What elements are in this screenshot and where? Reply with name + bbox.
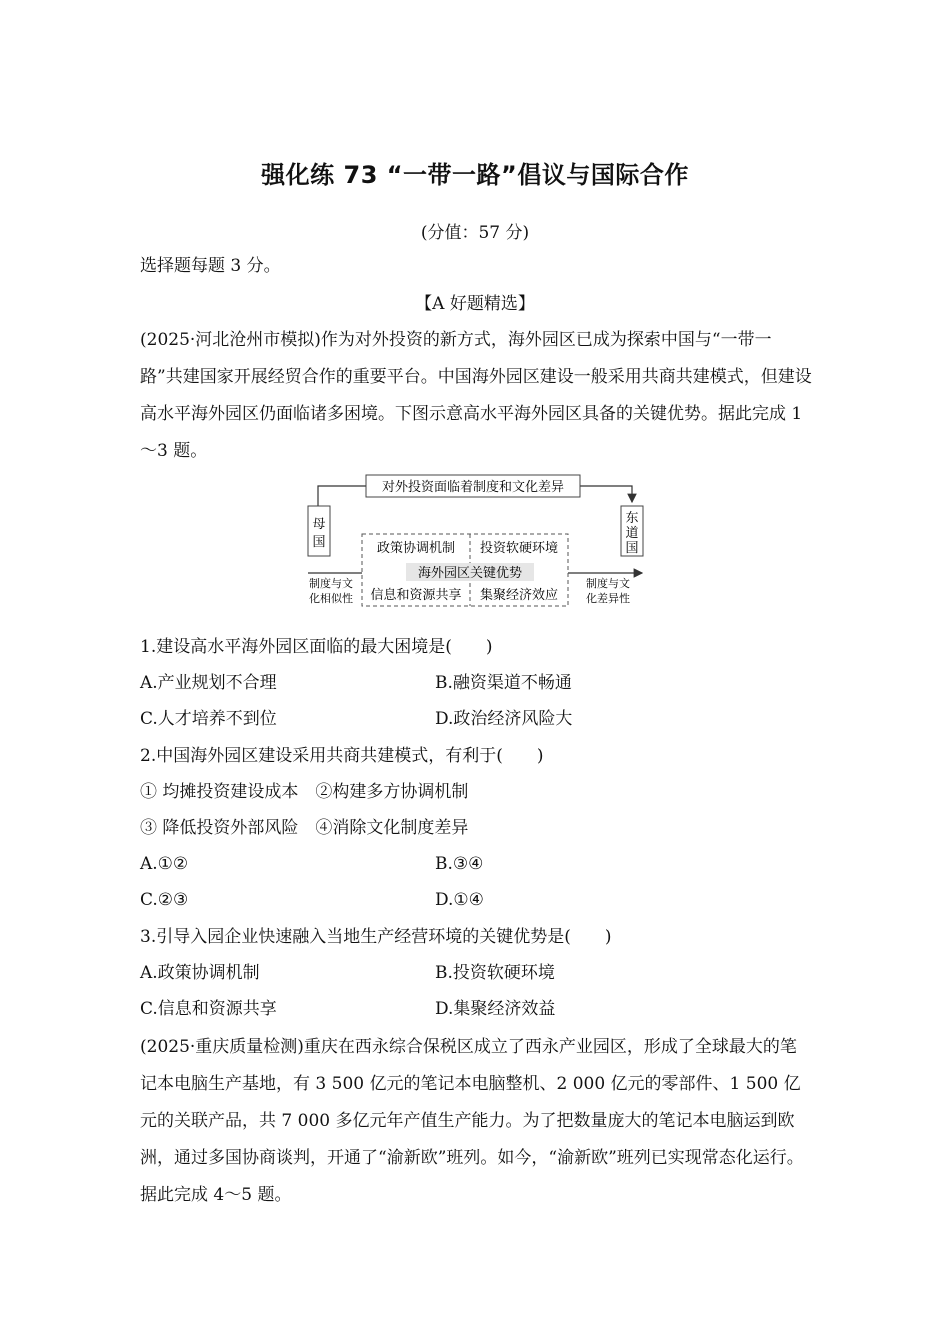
top-label: 对外投资面临着制度和文化差异 <box>381 480 565 495</box>
passage-1: (2025·河北沧州市模拟)作为对外投资的新方式，海外园区已成为探索中国与“一带一路”共建国家开展经贸合作的重要平台。中国海外园区建设一般采用共商共建模式，但建设高水平海外园区仍面临诸多困境。下图示意高水平海外园区具备的关键优势。据此完成 1～3 题。 <box>140 330 812 461</box>
section-heading: 【A 好题精选】 <box>415 294 535 314</box>
q2-statements-1: ① 均摊投资建设成本 ②构建多方协调机制 <box>140 782 469 802</box>
host-country-label-1: 东 <box>625 511 639 526</box>
q3-option-c[interactable]: C.信息和资源共享 <box>140 999 277 1019</box>
home-country-label-2: 国 <box>312 535 326 550</box>
q1-option-a[interactable]: A.产业规划不合理 <box>140 673 277 693</box>
host-country-label-2: 道 <box>625 526 639 541</box>
score-note: (分值：57 分) <box>420 223 530 243</box>
q2-statements-2: ③ 降低投资外部风险 ④消除文化制度差异 <box>140 818 469 838</box>
q1-option-c[interactable]: C.人才培养不到位 <box>140 709 277 729</box>
right-caption-2: 化差异性 <box>586 592 630 605</box>
left-caption-2: 化相似性 <box>309 592 353 605</box>
left-caption-1: 制度与文 <box>309 577 353 590</box>
q2-option-c[interactable]: C.②③ <box>140 890 189 910</box>
page-title: 强化练 73 “一带一路”倡议与国际合作 <box>261 161 689 189</box>
diagram-svg <box>302 470 648 610</box>
center-label: 海外园区关键优势 <box>417 566 523 581</box>
passage-2: (2025·重庆质量检测)重庆在西永综合保税区成立了西永产业园区，形成了全球最大的笔记本电脑生产基地，有 3 500 亿元的笔记本电脑整机、2 000 亿元的零部件、1 500 亿元的关联产品，共 7 000 多亿元年产值生产能力。为了把数量庞大的笔记本电脑运到欧洲，通过多国协商谈判，开通了“渝新欧”班列。如今，“渝新欧”班列已实现常态化运行。据此完成 4～5 题。 <box>140 1037 804 1205</box>
home-country-label-1: 母 <box>312 517 326 532</box>
q2-option-a[interactable]: A.①② <box>140 854 189 874</box>
q2-option-d[interactable]: D.①④ <box>435 890 484 910</box>
instruction-text: 选择题每题 3 分。 <box>140 256 281 276</box>
q2-option-b[interactable]: B.③④ <box>435 854 484 874</box>
q1-option-d[interactable]: D.政治经济风险大 <box>435 709 573 729</box>
q3-option-d[interactable]: D.集聚经济效益 <box>435 999 556 1019</box>
q3-option-b[interactable]: B.投资软硬环境 <box>435 963 555 983</box>
cell-environment: 投资软硬环境 <box>479 541 559 556</box>
host-country-label-3: 国 <box>625 541 639 556</box>
q2-stem: 2.中国海外园区建设采用共商共建模式，有利于( ) <box>140 746 544 766</box>
cell-policy: 政策协调机制 <box>376 541 456 556</box>
q1-stem: 1.建设高水平海外园区面临的最大困境是( ) <box>140 637 493 657</box>
cell-agglomeration: 集聚经济效应 <box>479 588 559 603</box>
park-advantages-diagram <box>302 470 648 610</box>
q3-option-a[interactable]: A.政策协调机制 <box>140 963 260 983</box>
q1-option-b[interactable]: B.融资渠道不畅通 <box>435 673 572 693</box>
cell-info-sharing: 信息和资源共享 <box>370 588 462 603</box>
q3-stem: 3.引导入园企业快速融入当地生产经营环境的关键优势是( ) <box>140 927 612 947</box>
right-caption-1: 制度与文 <box>586 577 630 590</box>
